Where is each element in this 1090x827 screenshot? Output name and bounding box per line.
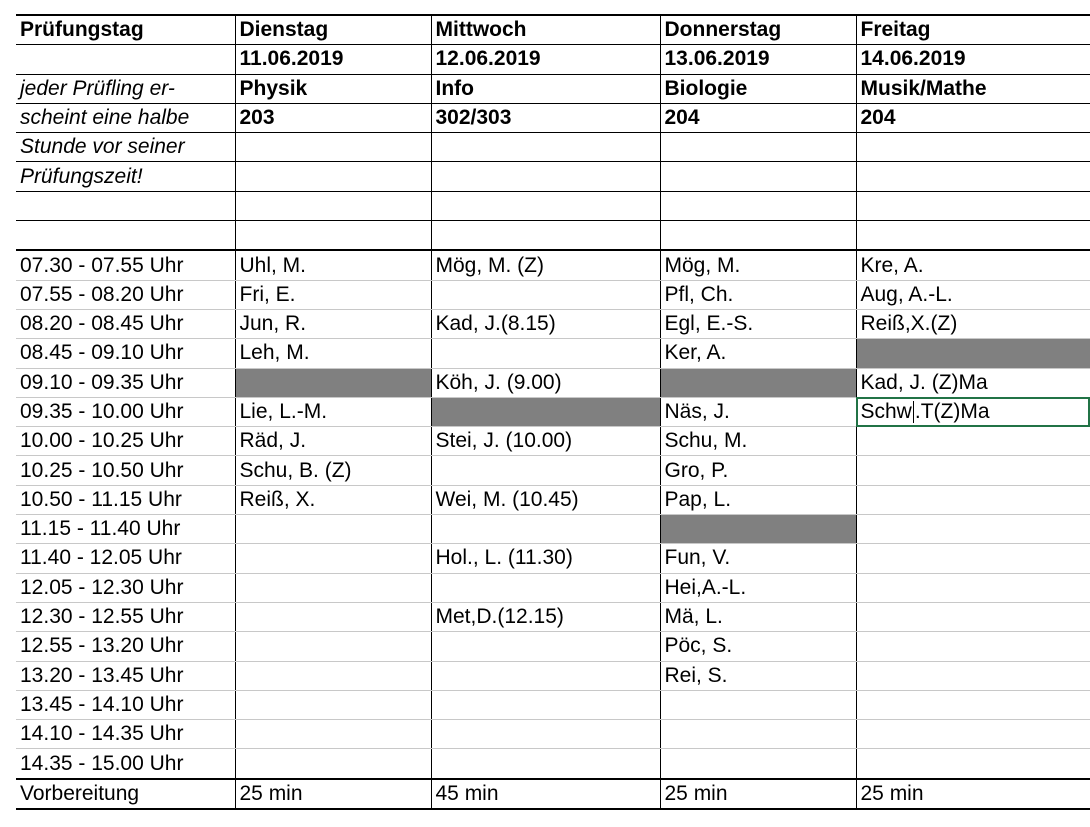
empty-slot-cell[interactable] bbox=[856, 544, 1090, 573]
blocked-slot-cell[interactable] bbox=[660, 515, 856, 544]
empty-slot-cell[interactable] bbox=[856, 690, 1090, 719]
empty-cell[interactable] bbox=[235, 191, 431, 220]
empty-slot-cell[interactable] bbox=[856, 427, 1090, 456]
student-slot-cell[interactable]: Hei,A.-L. bbox=[660, 573, 856, 602]
student-slot-cell[interactable]: Kad, J. (Z)Ma bbox=[856, 368, 1090, 397]
student-slot-cell[interactable]: Schu, B. (Z) bbox=[235, 456, 431, 485]
student-slot-cell[interactable]: Fun, V. bbox=[660, 544, 856, 573]
time-slot-label[interactable]: 08.20 - 08.45 Uhr bbox=[16, 309, 235, 338]
empty-cell[interactable] bbox=[235, 221, 431, 251]
empty-slot-cell[interactable] bbox=[856, 632, 1090, 661]
time-slot-row bbox=[16, 515, 1090, 544]
empty-slot-cell[interactable] bbox=[660, 749, 856, 779]
student-slot-cell[interactable]: Uhl, M. bbox=[235, 250, 431, 280]
time-slot-row bbox=[16, 602, 1090, 631]
empty-slot-cell[interactable] bbox=[235, 632, 431, 661]
empty-cell[interactable] bbox=[431, 191, 660, 220]
prep-time-cell[interactable]: 45 min bbox=[431, 779, 660, 809]
student-slot-cell[interactable]: Rei, S. bbox=[660, 661, 856, 690]
student-slot-cell[interactable]: Aug, A.-L. bbox=[856, 280, 1090, 309]
time-slot-label[interactable]: 07.30 - 07.55 Uhr bbox=[16, 250, 235, 280]
time-slot-row bbox=[16, 573, 1090, 602]
time-slot-row bbox=[16, 544, 1090, 573]
time-slot-rows bbox=[16, 250, 1090, 778]
time-slot-label[interactable]: 14.35 - 15.00 Uhr bbox=[16, 749, 235, 779]
empty-cell[interactable] bbox=[431, 162, 660, 191]
empty-slot-cell[interactable] bbox=[235, 602, 431, 631]
empty-slot-cell[interactable] bbox=[856, 485, 1090, 514]
empty-cell[interactable] bbox=[431, 133, 660, 162]
time-slot-label[interactable]: 12.05 - 12.30 Uhr bbox=[16, 573, 235, 602]
empty-slot-cell[interactable] bbox=[235, 720, 431, 749]
empty-cell[interactable] bbox=[660, 162, 856, 191]
subject-cell[interactable]: Biologie bbox=[660, 74, 856, 103]
time-slot-label[interactable]: 13.20 - 13.45 Uhr bbox=[16, 661, 235, 690]
empty-slot-cell[interactable] bbox=[235, 690, 431, 719]
date-cell[interactable]: 13.06.2019 bbox=[660, 45, 856, 74]
time-slot-row bbox=[16, 749, 1090, 779]
time-slot-label[interactable]: 11.40 - 12.05 Uhr bbox=[16, 544, 235, 573]
empty-slot-cell[interactable] bbox=[856, 456, 1090, 485]
header-date-row bbox=[16, 45, 1090, 74]
student-slot-cell[interactable]: Gro, P. bbox=[660, 456, 856, 485]
blocked-slot-cell[interactable] bbox=[660, 368, 856, 397]
empty-cell[interactable] bbox=[856, 191, 1090, 220]
time-slot-label[interactable]: 09.35 - 10.00 Uhr bbox=[16, 397, 235, 426]
subject-cell[interactable]: Musik/Mathe bbox=[856, 74, 1090, 103]
note-cell[interactable]: scheint eine halbe bbox=[16, 103, 235, 132]
empty-slot-cell[interactable] bbox=[660, 720, 856, 749]
prep-time-cell[interactable]: 25 min bbox=[660, 779, 856, 809]
empty-slot-cell[interactable] bbox=[431, 280, 660, 309]
empty-cell[interactable] bbox=[660, 191, 856, 220]
header-blank-row bbox=[16, 221, 1090, 251]
student-slot-cell[interactable]: Hol., L. (11.30) bbox=[431, 544, 660, 573]
empty-slot-cell[interactable] bbox=[431, 339, 660, 368]
footer-row bbox=[16, 779, 1090, 809]
time-slot-label[interactable]: 13.45 - 14.10 Uhr bbox=[16, 690, 235, 719]
time-slot-label[interactable]: 12.30 - 12.55 Uhr bbox=[16, 602, 235, 631]
student-slot-cell[interactable]: Schu, M. bbox=[660, 427, 856, 456]
time-slot-label[interactable]: 11.15 - 11.40 Uhr bbox=[16, 515, 235, 544]
empty-slot-cell[interactable] bbox=[431, 661, 660, 690]
row-label-cell[interactable]: Prüfungstag bbox=[16, 15, 235, 45]
student-slot-cell[interactable]: Fri, E. bbox=[235, 280, 431, 309]
time-slot-row bbox=[16, 661, 1090, 690]
student-slot-cell[interactable]: Lie, L.-M. bbox=[235, 397, 431, 426]
header-blank-row bbox=[16, 191, 1090, 220]
empty-slot-cell[interactable] bbox=[431, 573, 660, 602]
empty-cell[interactable] bbox=[856, 221, 1090, 251]
student-slot-cell[interactable]: Kad, J.(8.15) bbox=[431, 309, 660, 338]
time-slot-row bbox=[16, 690, 1090, 719]
empty-cell[interactable] bbox=[235, 162, 431, 191]
header-day-row bbox=[16, 15, 1090, 45]
empty-cell[interactable] bbox=[660, 133, 856, 162]
date-cell[interactable]: 14.06.2019 bbox=[856, 45, 1090, 74]
student-slot-cell[interactable]: Mä, L. bbox=[660, 602, 856, 631]
empty-slot-cell[interactable] bbox=[235, 661, 431, 690]
student-slot-cell[interactable]: Pfl, Ch. bbox=[660, 280, 856, 309]
time-slot-row bbox=[16, 427, 1090, 456]
student-slot-cell[interactable]: Reiß,X.(Z) bbox=[856, 309, 1090, 338]
time-slot-row bbox=[16, 720, 1090, 749]
empty-slot-cell[interactable] bbox=[431, 456, 660, 485]
exam-schedule-sheet bbox=[16, 14, 1090, 810]
student-slot-cell[interactable]: Stei, J. (10.00) bbox=[431, 427, 660, 456]
room-cell[interactable]: 203 bbox=[235, 103, 431, 132]
subject-cell[interactable]: Info bbox=[431, 74, 660, 103]
header-subject-row bbox=[16, 74, 1090, 103]
time-slot-row bbox=[16, 485, 1090, 514]
time-slot-row bbox=[16, 309, 1090, 338]
note-cell[interactable]: jeder Prüfling er- bbox=[16, 74, 235, 103]
blocked-slot-cell[interactable] bbox=[235, 368, 431, 397]
student-slot-cell[interactable]: Schw .T(Z)Ma bbox=[856, 397, 1090, 426]
note-cell[interactable]: Prüfungszeit! bbox=[16, 162, 235, 191]
empty-slot-cell[interactable] bbox=[431, 515, 660, 544]
student-slot-cell[interactable]: Leh, M. bbox=[235, 339, 431, 368]
empty-slot-cell[interactable] bbox=[431, 632, 660, 661]
empty-cell[interactable] bbox=[660, 221, 856, 251]
time-slot-label[interactable]: 09.10 - 09.35 Uhr bbox=[16, 368, 235, 397]
student-slot-cell[interactable]: Ker, A. bbox=[660, 339, 856, 368]
student-slot-cell[interactable]: Met,D.(12.15) bbox=[431, 602, 660, 631]
time-slot-row bbox=[16, 250, 1090, 280]
time-slot-label[interactable]: 10.00 - 10.25 Uhr bbox=[16, 427, 235, 456]
day-cell[interactable]: Donnerstag bbox=[660, 15, 856, 45]
empty-slot-cell[interactable] bbox=[856, 602, 1090, 631]
empty-slot-cell[interactable] bbox=[856, 720, 1090, 749]
student-slot-cell[interactable]: Näs, J. bbox=[660, 397, 856, 426]
date-cell[interactable]: 12.06.2019 bbox=[431, 45, 660, 74]
day-cell[interactable]: Dienstag bbox=[235, 15, 431, 45]
room-cell[interactable]: 204 bbox=[856, 103, 1090, 132]
empty-slot-cell[interactable] bbox=[235, 749, 431, 779]
empty-cell[interactable] bbox=[16, 191, 235, 220]
header-blank-row bbox=[16, 162, 1090, 191]
time-slot-label[interactable]: 08.45 - 09.10 Uhr bbox=[16, 339, 235, 368]
room-cell[interactable]: 302/303 bbox=[431, 103, 660, 132]
empty-cell[interactable] bbox=[16, 221, 235, 251]
time-slot-row bbox=[16, 280, 1090, 309]
empty-slot-cell[interactable] bbox=[660, 690, 856, 719]
empty-slot-cell[interactable] bbox=[856, 515, 1090, 544]
time-slot-row bbox=[16, 339, 1090, 368]
empty-slot-cell[interactable] bbox=[431, 690, 660, 719]
prep-time-cell[interactable]: 25 min bbox=[856, 779, 1090, 809]
room-cell[interactable]: 204 bbox=[660, 103, 856, 132]
time-slot-label[interactable]: 12.55 - 13.20 Uhr bbox=[16, 632, 235, 661]
note-cell[interactable]: Stunde vor seiner bbox=[16, 133, 235, 162]
time-slot-label[interactable]: 14.10 - 14.35 Uhr bbox=[16, 720, 235, 749]
empty-cell[interactable] bbox=[856, 133, 1090, 162]
student-slot-cell[interactable]: Räd, J. bbox=[235, 427, 431, 456]
student-slot-cell[interactable]: Pöc, S. bbox=[660, 632, 856, 661]
day-cell[interactable]: Mittwoch bbox=[431, 15, 660, 45]
header-blank-row bbox=[16, 133, 1090, 162]
student-slot-cell[interactable]: Reiß, X. bbox=[235, 485, 431, 514]
student-slot-cell[interactable]: Egl, E.-S. bbox=[660, 309, 856, 338]
time-slot-row bbox=[16, 397, 1090, 426]
empty-slot-cell[interactable] bbox=[856, 749, 1090, 779]
blocked-slot-cell[interactable] bbox=[431, 397, 660, 426]
empty-slot-cell[interactable] bbox=[235, 515, 431, 544]
student-slot-cell[interactable]: Mög, M. bbox=[660, 250, 856, 280]
empty-cell[interactable] bbox=[431, 221, 660, 251]
empty-slot-cell[interactable] bbox=[235, 573, 431, 602]
schedule-table bbox=[16, 14, 1090, 810]
blocked-slot-cell[interactable] bbox=[856, 339, 1090, 368]
student-slot-cell[interactable]: Mög, M. (Z) bbox=[431, 250, 660, 280]
text-cursor bbox=[913, 401, 914, 423]
time-slot-row bbox=[16, 632, 1090, 661]
empty-slot-cell[interactable] bbox=[431, 749, 660, 779]
empty-slot-cell[interactable] bbox=[431, 720, 660, 749]
student-slot-cell[interactable]: Pap, L. bbox=[660, 485, 856, 514]
footer-label-cell[interactable]: Vorbereitung bbox=[16, 779, 235, 809]
time-slot-label[interactable]: 10.50 - 11.15 Uhr bbox=[16, 485, 235, 514]
student-slot-cell[interactable]: Wei, M. (10.45) bbox=[431, 485, 660, 514]
time-slot-row bbox=[16, 368, 1090, 397]
prep-time-cell[interactable]: 25 min bbox=[235, 779, 431, 809]
time-slot-row bbox=[16, 456, 1090, 485]
empty-slot-cell[interactable] bbox=[235, 544, 431, 573]
empty-slot-cell[interactable] bbox=[856, 573, 1090, 602]
time-slot-label[interactable]: 07.55 - 08.20 Uhr bbox=[16, 280, 235, 309]
student-slot-cell[interactable]: Kre, A. bbox=[856, 250, 1090, 280]
day-cell[interactable]: Freitag bbox=[856, 15, 1090, 45]
header-room-row bbox=[16, 103, 1090, 132]
student-slot-cell[interactable]: Jun, R. bbox=[235, 309, 431, 338]
student-slot-cell[interactable]: Köh, J. (9.00) bbox=[431, 368, 660, 397]
date-cell[interactable]: 11.06.2019 bbox=[235, 45, 431, 74]
subject-cell[interactable]: Physik bbox=[235, 74, 431, 103]
empty-cell[interactable] bbox=[235, 133, 431, 162]
empty-cell[interactable] bbox=[16, 45, 235, 74]
time-slot-label[interactable]: 10.25 - 10.50 Uhr bbox=[16, 456, 235, 485]
empty-cell[interactable] bbox=[856, 162, 1090, 191]
empty-slot-cell[interactable] bbox=[856, 661, 1090, 690]
